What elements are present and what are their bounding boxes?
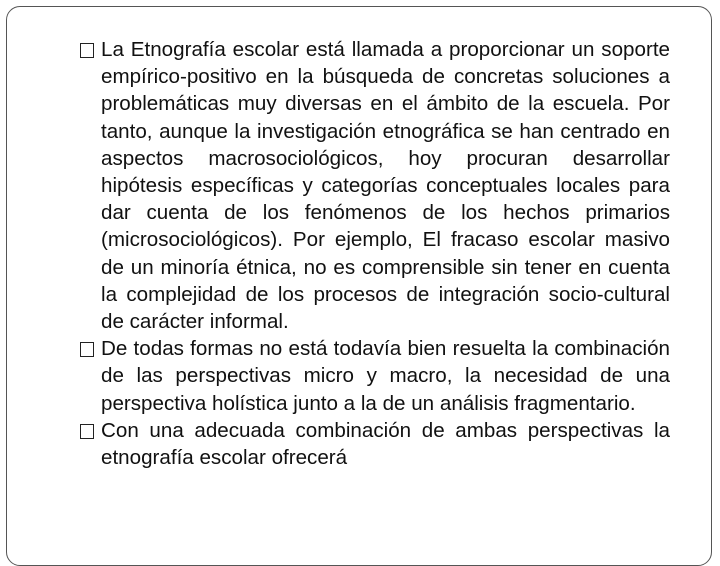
bullet-item-2 xyxy=(80,335,670,417)
square-bullet-icon xyxy=(80,424,94,439)
bullet-text-2: De todas formas no está todavía bien resuelta la combinación de las perspectivas micro y macro, la necesidad de una perspectiva holística junto a la de un análisis fragmentario. xyxy=(101,337,670,415)
bullet-item-3 xyxy=(80,417,670,471)
bullet-item-1 xyxy=(80,36,670,335)
square-bullet-icon xyxy=(80,43,94,58)
square-bullet-icon xyxy=(80,342,94,357)
slide-content xyxy=(80,36,670,471)
bullet-text-3: Con una adecuada combinación de ambas perspectivas la etnografía escolar ofrecerá xyxy=(101,418,670,470)
bullet-text-1: La Etnografía escolar está llamada a proporcionar un soporte empírico-positivo en la búsqueda de concretas soluciones a problemáticas muy diversas en el ámbito de la escuela. Por tanto, aunque la investigación etnográfica se han centrado en aspectos macrosociológicos, hoy procuran desarrollar hipótesis específicas y categorías conceptuales locales para dar cuenta de los fenómenos de los hechos primarios (microsociológicos). Por ejemplo, El fracaso escolar masivo de un minoría étnica, no es comprensible sin tener en cuenta la complejidad de los procesos de integración socio-cultural de carácter informal. xyxy=(101,38,670,334)
